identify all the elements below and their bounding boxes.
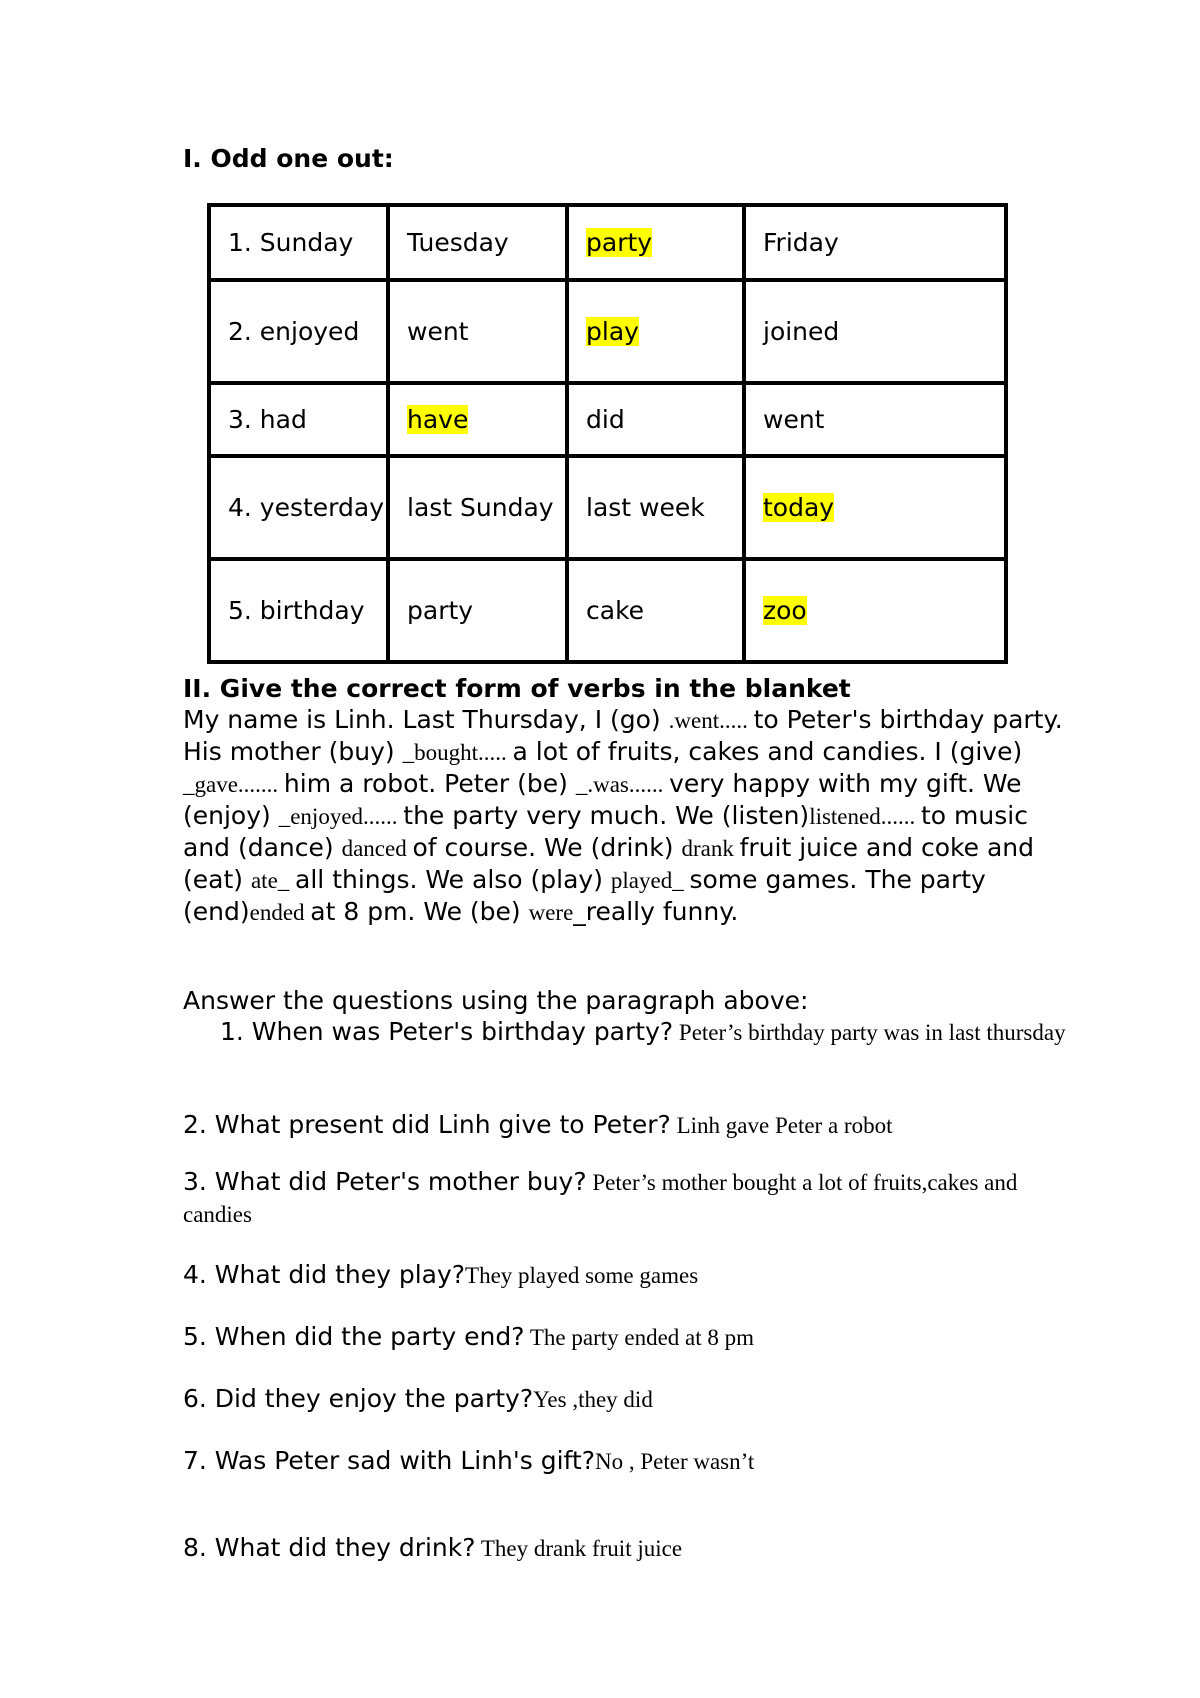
table-cell (209, 456, 388, 559)
cell-text: Tuesday (407, 228, 509, 257)
table-cell (744, 280, 1006, 383)
question-item-1 (183, 1016, 1100, 1048)
question-item-7 (183, 1445, 1063, 1477)
table-cell (209, 205, 388, 280)
table-cell (744, 559, 1006, 662)
answer-text: They played some games (465, 1263, 699, 1288)
highlighted-answer: today (763, 493, 835, 522)
table-cell (388, 280, 567, 383)
table-row (209, 456, 1006, 559)
verb-answer: ate_ (250, 868, 296, 893)
answer-text: The party ended at 8 pm (524, 1325, 755, 1350)
verb-exercise-paragraph (183, 704, 1063, 928)
question-item-5 (183, 1321, 1063, 1353)
verb-answer: _bought..... (402, 740, 513, 765)
table-cell (388, 383, 567, 456)
table-cell (209, 280, 388, 383)
question-text: 3. What did Peter's mother buy? (183, 1167, 587, 1196)
paragraph-text: some games. The party (end) (183, 865, 986, 926)
highlighted-answer: play (586, 317, 639, 346)
answer-text: Yes ,they did (533, 1387, 653, 1412)
paragraph-text: him a robot. Peter (be) (283, 769, 576, 798)
question-text: 2. What present did Linh give to Peter? (183, 1110, 671, 1139)
question-text: 6. Did they enjoy the party? (183, 1384, 534, 1413)
paragraph-text: My name is Linh. Last Thursday, I (go) (183, 705, 669, 734)
paragraph-text: fruit juice and coke and (eat) (183, 833, 1034, 894)
answer-text: No , Peter wasn’t (595, 1449, 755, 1474)
answer-text: Peter’s mother bought a lot of fruits,cakes and candies (183, 1170, 1018, 1227)
table-row (209, 559, 1006, 662)
table-cell (388, 559, 567, 662)
question-item-8 (183, 1532, 1063, 1564)
cell-text: 2. enjoyed (228, 317, 360, 346)
table-cell (567, 383, 744, 456)
cell-text: 5. birthday (228, 596, 365, 625)
answer-text: Peter’s birthday party was in last thursday (673, 1020, 1066, 1045)
question-item-4 (183, 1259, 1063, 1291)
table-row (209, 280, 1006, 383)
cell-text: last week (586, 493, 705, 522)
question-text: 7. Was Peter sad with Linh's gift? (183, 1446, 595, 1475)
highlighted-answer: have (407, 405, 469, 434)
paragraph-text: of course. We (drink) (412, 833, 682, 862)
table-cell (388, 205, 567, 280)
paragraph-text: to Peter's birthday party. His mother (buy) (183, 705, 1063, 766)
section-2-heading: II. Give the correct form of verbs in the blanket (183, 674, 851, 703)
cell-text: went (763, 405, 825, 434)
table-cell (744, 456, 1006, 559)
table-cell (744, 205, 1006, 280)
paragraph-text: _really funny. (573, 897, 739, 926)
verb-answer: played_ (610, 868, 690, 893)
table-cell (567, 456, 744, 559)
answer-text: They drank fruit juice (475, 1536, 683, 1561)
paragraph-text: a lot of fruits, cakes and candies. I (give) (512, 737, 1023, 766)
verb-answer: ended (249, 900, 311, 925)
paragraph-text: at 8 pm. We (be) (310, 897, 529, 926)
paragraph-text: all things. We also (play) (295, 865, 611, 894)
paragraph-text: to music and (dance) (183, 801, 1028, 862)
cell-text: 3. had (228, 405, 307, 434)
question-text: 4. What did they play? (183, 1260, 466, 1289)
verb-answer: danced (341, 836, 413, 861)
cell-text: 1. Sunday (228, 228, 354, 257)
question-text: 1. When was Peter's birthday party? (220, 1017, 674, 1046)
table-cell (744, 383, 1006, 456)
table-cell (209, 383, 388, 456)
odd-one-out-table (207, 203, 1008, 664)
verb-answer: .went..... (668, 708, 754, 733)
cell-text: Friday (763, 228, 839, 257)
verb-answer: _.was...... (575, 772, 670, 797)
paragraph-text: the party very much. We (listen) (403, 801, 810, 830)
table-cell (388, 456, 567, 559)
verb-answer: listened...... (809, 804, 921, 829)
table-cell (567, 559, 744, 662)
questions-intro: Answer the questions using the paragraph above: (183, 986, 809, 1015)
table-row (209, 205, 1006, 280)
highlighted-answer: zoo (763, 596, 807, 625)
question-text: 5. When did the party end? (183, 1322, 525, 1351)
verb-answer: _gave....... (183, 772, 284, 797)
cell-text: last Sunday (407, 493, 554, 522)
verb-exercise-section (183, 673, 1063, 928)
table-cell (209, 559, 388, 662)
section-1-heading: I. Odd one out: (183, 144, 394, 173)
verb-answer: _enjoyed...... (278, 804, 404, 829)
paragraph-text: very happy with my gift. We (enjoy) (183, 769, 1022, 830)
table-cell (567, 280, 744, 383)
cell-text: went (407, 317, 469, 346)
cell-text: joined (763, 317, 840, 346)
verb-answer: were (528, 900, 574, 925)
answer-text: Linh gave Peter a robot (670, 1113, 893, 1138)
table-cell (567, 205, 744, 280)
question-item-3 (183, 1166, 1063, 1230)
verb-answer: drank (681, 836, 740, 861)
question-item-2 (183, 1109, 1063, 1141)
question-text: 8. What did they drink? (183, 1533, 476, 1562)
highlighted-answer: party (586, 228, 653, 257)
cell-text: party (407, 596, 474, 625)
cell-text: 4. yesterday (228, 493, 385, 522)
cell-text: did (586, 405, 625, 434)
question-item-6 (183, 1383, 1063, 1415)
table-row (209, 383, 1006, 456)
cell-text: cake (586, 596, 645, 625)
